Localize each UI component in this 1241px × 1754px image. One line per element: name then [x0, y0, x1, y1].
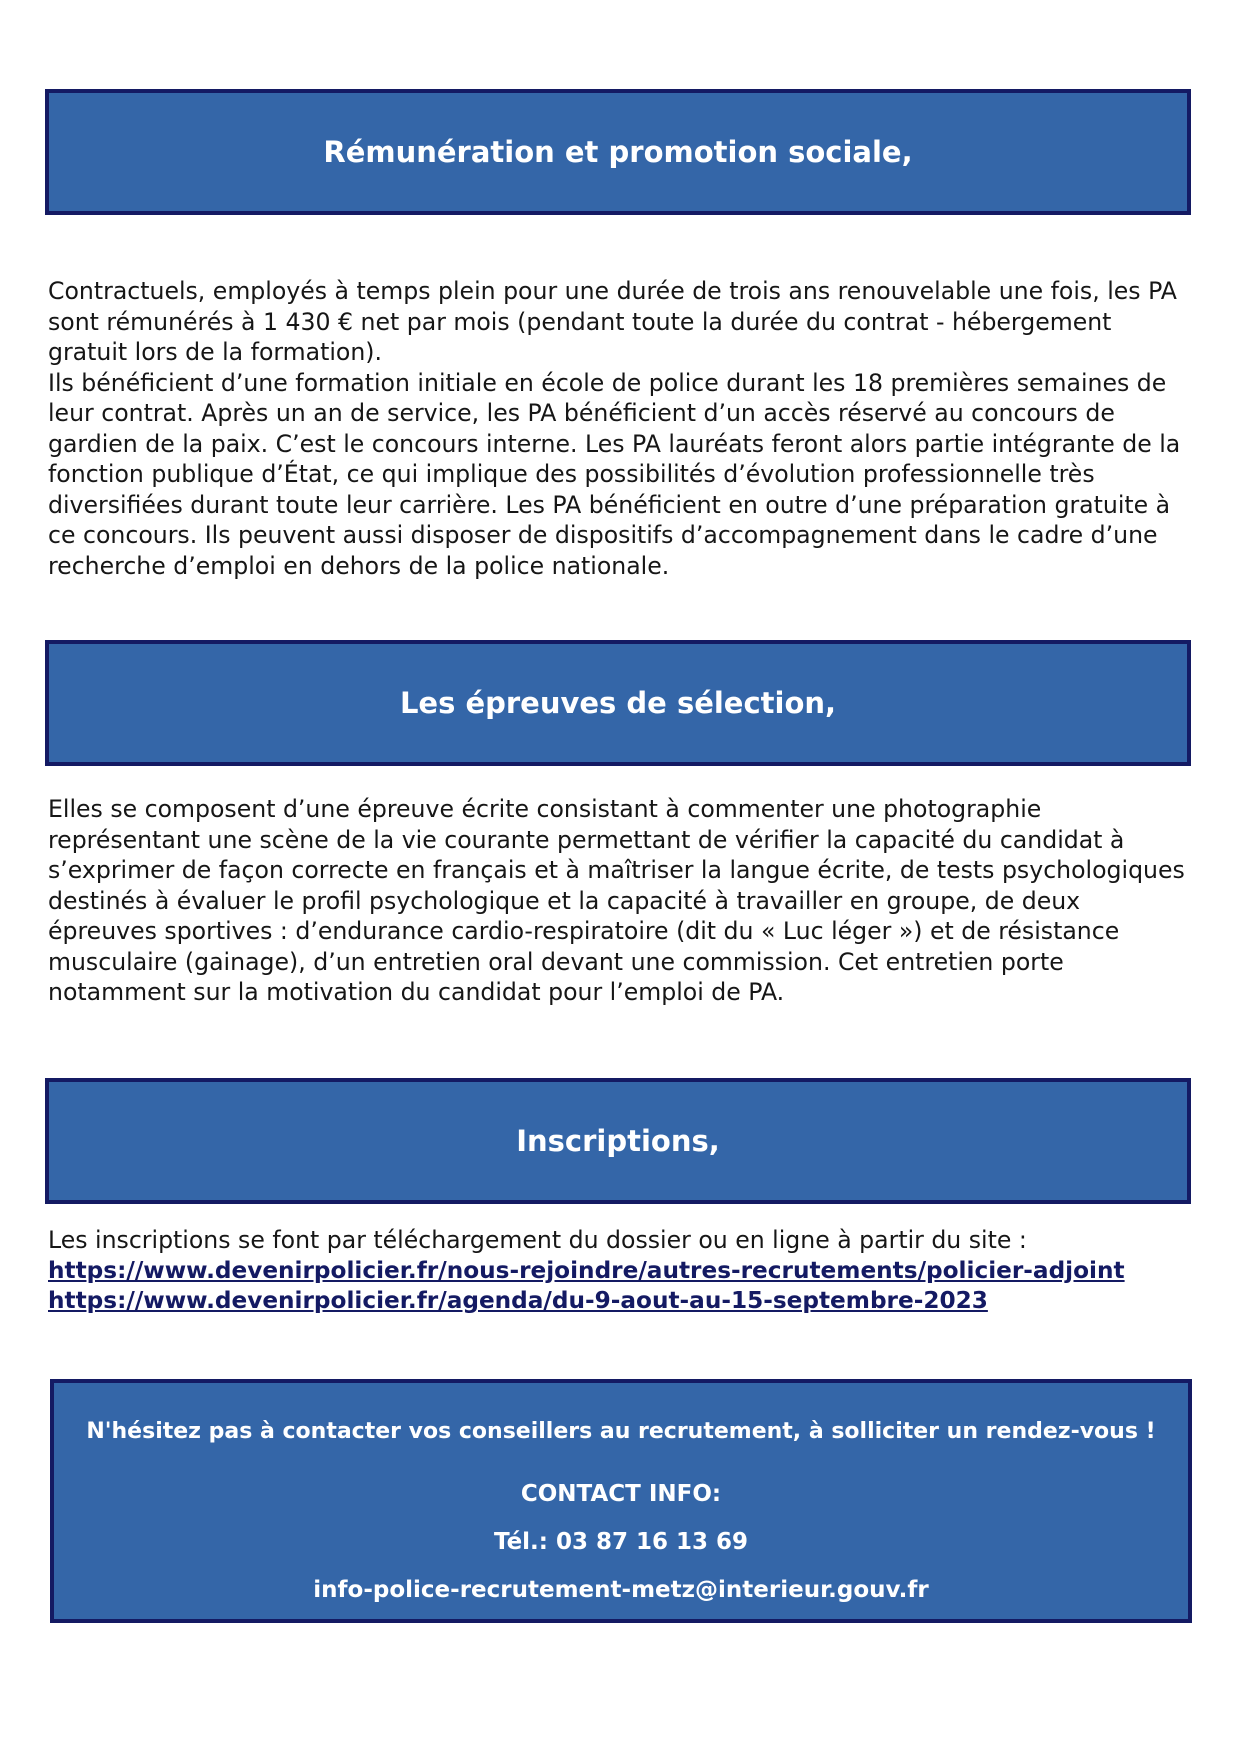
text-line: Elles se composent d’une épreuve écrite consistant à commenter une photographie	[48, 795, 1042, 823]
section-header-remuneration	[45, 89, 1191, 215]
text-line: épreuves sportives : d’endurance cardio-respiratoire (dit du « Luc léger ») et de résistance	[48, 917, 1120, 945]
text-line: diversifiées durant toute leur carrière. Les PA bénéficient en outre d’une préparation gratuite à	[48, 490, 1171, 519]
section-title-epreuves: Les épreuves de sélection,	[399, 686, 837, 720]
text-line: ce concours. Ils peuvent aussi disposer de dispositifs d’accompagnement dans le cadre d’une	[48, 521, 1158, 549]
contact-box	[50, 1379, 1192, 1623]
section-header-epreuves	[45, 640, 1191, 766]
text-line: gardien de la paix. C’est le concours interne. Les PA lauréats feront alors partie intégrante de la	[48, 429, 1181, 458]
contact-title: CONTACT INFO:	[520, 1481, 722, 1507]
text-line: recherche d’emploi en dehors de la police nationale.	[48, 551, 670, 580]
text-line: représentant une scène de la vie courante permettant de vérifier la capacité du candidat à	[48, 825, 1125, 854]
inscriptions-intro: Les inscriptions se font par téléchargement du dossier ou en ligne à partir du site :	[48, 1226, 1027, 1254]
contact-phone: Tél.: 03 87 16 13 69	[493, 1529, 749, 1555]
text-line: leur contrat. Après un an de service, les PA bénéficient d’un accès réservé au concours de	[48, 399, 1115, 427]
section-title-remuneration: Rémunération et promotion sociale,	[323, 135, 913, 169]
link-agenda[interactable]: https://www.devenirpolicier.fr/agenda/du-9-aout-au-15-septembre-2023	[48, 1287, 988, 1314]
paragraph-epreuves	[48, 794, 1198, 1008]
text-line: Contractuels, employés à temps plein pour une durée de trois ans renouvelable une fois, les PA	[48, 277, 1177, 305]
link-policier-adjoint[interactable]: https://www.devenirpolicier.fr/nous-rejoindre/autres-recrutements/policier-adjoint	[48, 1256, 1125, 1284]
section-title-inscriptions: Inscriptions,	[516, 1124, 720, 1158]
text-line: Ils bénéficient d’une formation initiale en école de police durant les 18 premières semaines de	[48, 368, 1167, 397]
paragraph-inscriptions	[48, 1225, 1198, 1317]
contact-message: N'hésitez pas à contacter vos conseillers au recrutement, à solliciter un rendez-vous !	[86, 1419, 1156, 1444]
text-line: gratuit lors de la formation).	[48, 338, 382, 366]
text-line: sont rémunérés à 1 430 € net par mois (pendant toute la durée du contrat - hébergement	[48, 307, 1112, 336]
text-line: destinés à évaluer le profil psychologique et la capacité à travailler en groupe, de deux	[48, 886, 1081, 915]
section-header-inscriptions	[45, 1078, 1191, 1204]
contact-email[interactable]: info-police-recrutement-metz@interieur.gouv.fr	[313, 1577, 929, 1603]
text-line: fonction publique d’État, ce qui implique des possibilités d’évolution professionnelle très	[48, 460, 1095, 488]
text-line: notamment sur la motivation du candidat pour l’emploi de PA.	[48, 978, 785, 1006]
text-line: musculaire (gainage), d’un entretien oral devant une commission. Cet entretien porte	[48, 947, 1064, 976]
paragraph-remuneration	[48, 276, 1198, 581]
text-line: s’exprimer de façon correcte en français et à maîtriser la langue écrite, de tests psychologiques	[48, 856, 1185, 884]
